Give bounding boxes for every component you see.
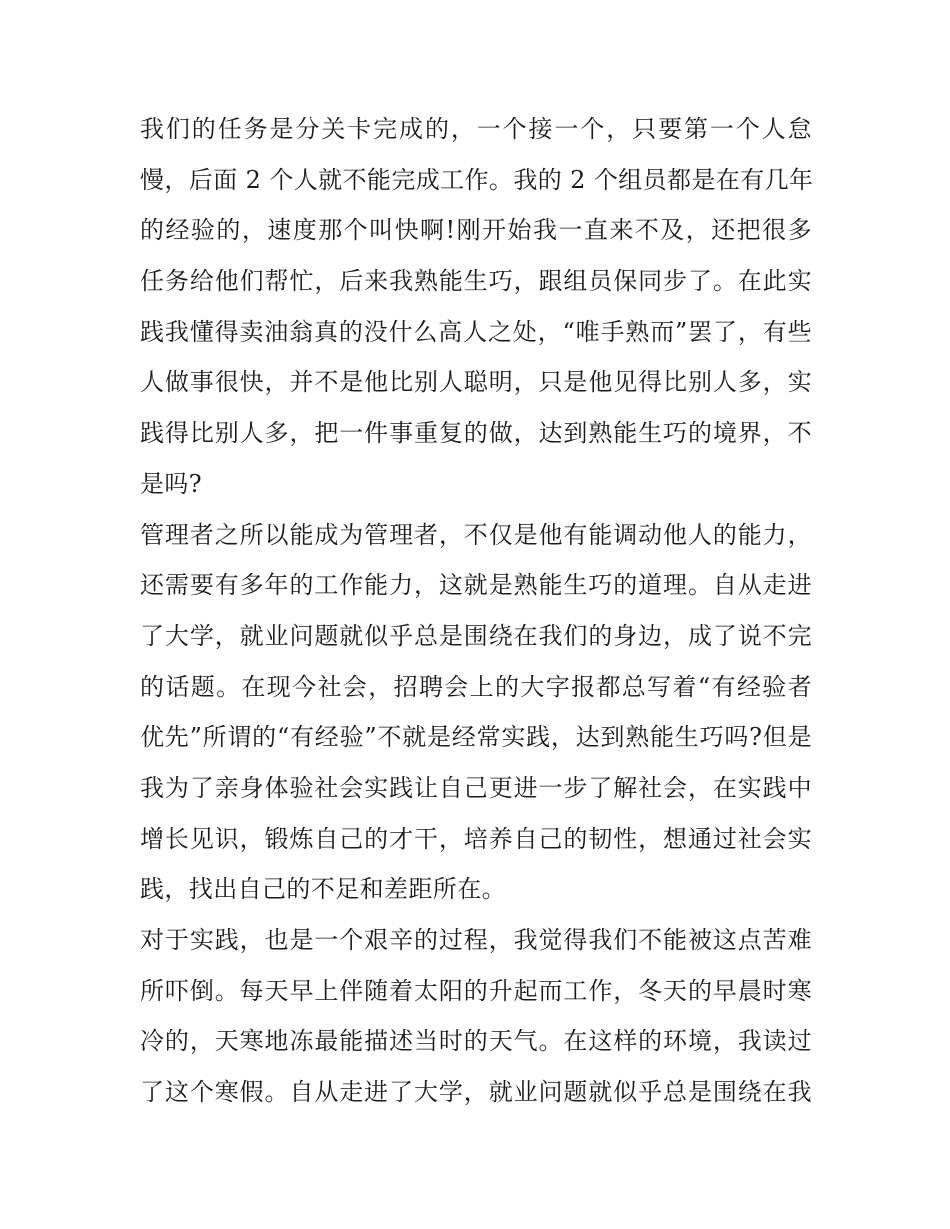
text-line: 我们的任务是分关卡完成的，一个接一个，只要第一个人怠	[140, 115, 812, 143]
text-line: 的经验的，速度那个叫快啊!刚开始我一直来不及，还把很多	[140, 216, 812, 245]
text-line: 践，找出自己的不足和差距所在。	[140, 875, 506, 904]
text-line: 了大学，就业问题就似乎总是围绕在我们的身边，成了说不完	[140, 621, 812, 650]
text-line: 践得比别人多，把一件事重复的做，达到熟能生巧的境界，不	[140, 419, 812, 448]
text-line: 我为了亲身体验社会实践让自己更进一步了解社会，在实践中	[140, 773, 812, 802]
text-line: 管理者之所以能成为管理者，不仅是他有能调动他人的能力，	[140, 520, 812, 549]
text-line: 优先”所谓的“有经验”不就是经常实践，达到熟能生巧吗?但是	[140, 723, 812, 752]
paragraph	[140, 104, 812, 510]
text-line: 所吓倒。每天早上伴随着太阳的升起而工作，冬天的早晨时寒	[140, 976, 812, 1005]
text-line: 慢，后面 2 个人就不能完成工作。我的 2 个组员都是在有几年	[140, 165, 814, 194]
text-line: 增长见识，锻炼自己的才干，培养自己的韧性，想通过社会实	[140, 824, 812, 853]
text-line: 对于实践，也是一个艰辛的过程，我觉得我们不能被这点苦难	[140, 926, 812, 954]
text-line: 是吗?	[140, 469, 203, 498]
paragraph	[140, 510, 812, 916]
paragraph	[140, 915, 812, 1118]
text-line: 任务给他们帮忙，后来我熟能生巧，跟组员保同步了。在此实	[140, 267, 812, 296]
document-body	[140, 104, 812, 1118]
text-line: 践我懂得卖油翁真的没什么高人之处，“唯手熟而”罢了，有些	[140, 317, 812, 346]
text-line: 的话题。在现今社会，招聘会上的大字报都总写着“有经验者	[140, 672, 812, 701]
text-line: 人做事很快，并不是他比别人聪明，只是他见得比别人多，实	[140, 368, 812, 397]
text-line: 还需要有多年的工作能力，这就是熟能生巧的道理。自从走进	[140, 571, 812, 600]
text-line: 了这个寒假。自从走进了大学，就业问题就似乎总是围绕在我	[140, 1078, 812, 1107]
text-line: 冷的，天寒地冻最能描述当时的天气。在这样的环境，我读过	[140, 1027, 812, 1056]
